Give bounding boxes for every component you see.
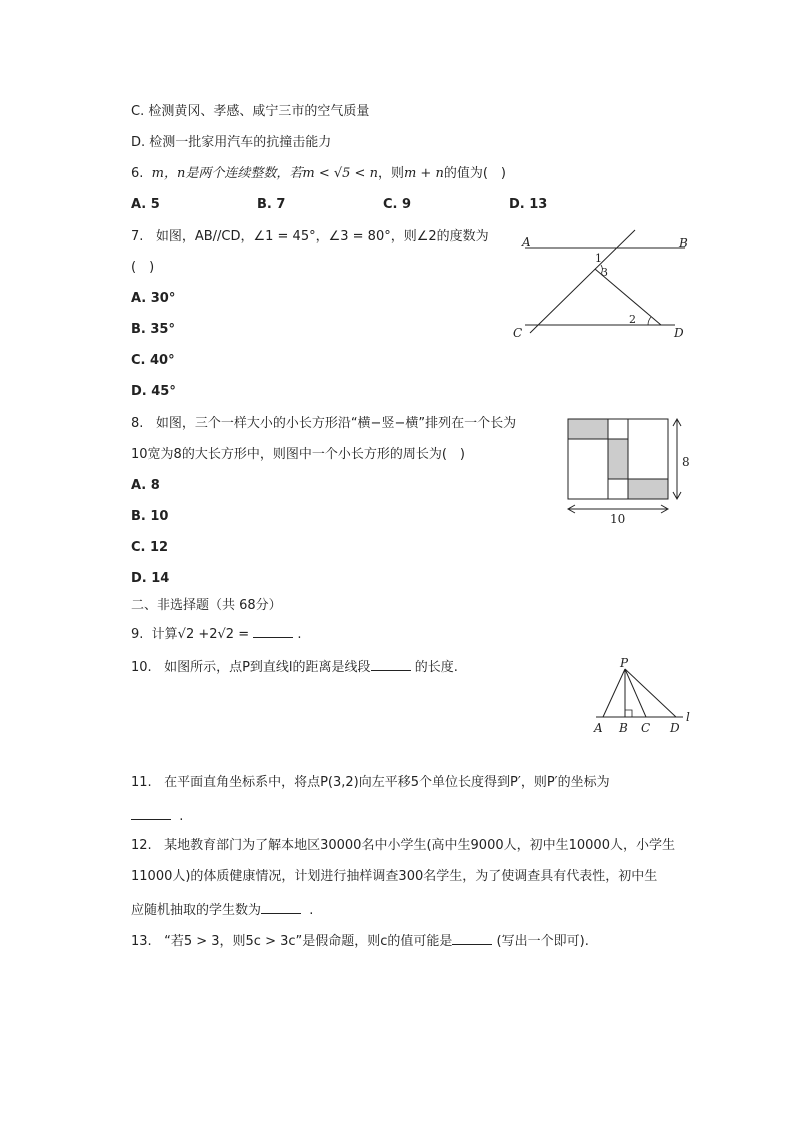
q7-transversal <box>530 230 635 333</box>
q9-stem <box>131 623 302 644</box>
q13-end: (写出一个即可). <box>496 934 589 949</box>
q10-end: 的长度. <box>414 660 458 675</box>
q6-text-b: ，则 <box>377 166 404 181</box>
q7-label-c: C <box>513 326 523 340</box>
q10-segment-pd <box>625 669 676 717</box>
q7-label-b: B <box>679 236 688 250</box>
q13-number: 13. <box>131 934 152 949</box>
q7-text: 如图，AB//CD，∠1 = 45°，∠3 = 80°，则∠2的度数为 <box>155 229 489 244</box>
q9-answer-blank[interactable] <box>253 623 293 638</box>
q12-line1: 某地教育部门为了解本地区30000名中小学生(高中生9000人，初中生10000人，小学生 <box>164 838 675 853</box>
q6-option-c: C. 9 <box>383 197 412 212</box>
q6-stem <box>131 165 506 183</box>
q8-text-line2: 10宽为8的大长方形中，则图中一个小长方形的周长为( ) <box>131 447 465 462</box>
q10-right-angle-mark <box>625 710 632 717</box>
q7-option-a: A. 30° <box>131 291 176 306</box>
q7-stem <box>131 228 489 246</box>
q8-width-label: 10 <box>610 512 626 526</box>
q12-answer-blank[interactable] <box>261 899 301 914</box>
q11-stem <box>131 774 610 792</box>
q9-end: . <box>297 627 302 642</box>
q6-expr: m < √5 < n <box>302 166 378 181</box>
q11-answer-line <box>131 805 183 826</box>
q12-line3: 应随机抽取的学生数为 <box>131 903 262 918</box>
q11-end: . <box>179 809 184 824</box>
q10-figure <box>588 655 698 740</box>
q10-text: 如图所示，点P到直线l的距离是线段 <box>164 660 371 675</box>
q6-number: 6. <box>131 166 144 181</box>
q10-segment-pa <box>603 669 625 717</box>
q8-text-line1: 如图，三个一样大小的小长方形沿“横−竖−横”排列在一个长为 <box>155 416 517 431</box>
q9-number: 9. <box>131 627 144 642</box>
q5-option-d: D. 检测一批家用汽车的抗撞击能力 <box>131 135 332 150</box>
q8-figure <box>563 414 698 529</box>
q6-text-c: 的值为( ) <box>443 166 506 181</box>
q7-angle2-arc <box>648 317 651 325</box>
q10-stem <box>131 656 458 677</box>
q11-number: 11. <box>131 775 152 790</box>
q7-label-d: D <box>674 326 684 340</box>
q12-line2: 11000人)的体质健康情况，计划进行抽样调查300名学生，为了使调查具有代表性，初中生 <box>131 869 658 884</box>
q6-option-b: B. 7 <box>257 197 286 212</box>
q6-option-a: A. 5 <box>131 197 160 212</box>
q7-option-d: D. 45° <box>131 384 176 399</box>
q10-answer-blank[interactable] <box>371 656 411 671</box>
q10-label-d: D <box>670 721 680 735</box>
q7-paren: ( ) <box>131 260 155 275</box>
q13-text: “若5 > 3，则5c > 3c”是假命题，则c的值可能是 <box>164 934 453 949</box>
q6-text-a: m，n是两个连续整数，若 <box>151 166 303 181</box>
section2-title: 二、非选择题（共 68分） <box>131 598 282 613</box>
q11-text: 在平面直角坐标系中，将点P(3,2)向左平移5个单位长度得到P′，则P′的坐标为 <box>164 775 610 790</box>
q12-stem-line1 <box>131 837 675 855</box>
q10-label-l: l <box>686 710 690 724</box>
q8-option-b: B. 10 <box>131 509 169 524</box>
q7-option-c: C. 40° <box>131 353 175 368</box>
q13-answer-blank[interactable] <box>452 930 492 945</box>
q8-option-a: A. 8 <box>131 478 160 493</box>
q6-expr2: m + n <box>403 166 444 181</box>
q8-option-d: D. 14 <box>131 571 170 586</box>
q12-end: . <box>309 903 314 918</box>
q10-number: 10. <box>131 660 152 675</box>
q12-line3-wrap <box>131 899 313 920</box>
q7-label-angle2: 2 <box>629 313 636 326</box>
q10-label-c: C <box>641 721 651 735</box>
q7-label-a: A <box>522 235 531 249</box>
q9-text: 计算√2 +2√2 = <box>151 627 250 642</box>
q7-option-b: B. 35° <box>131 322 175 337</box>
q8-number: 8. <box>131 416 144 431</box>
q8-option-c: C. 12 <box>131 540 169 555</box>
q8-stem-line1 <box>131 415 516 433</box>
q10-label-a: A <box>594 721 603 735</box>
q5-option-c: C. 检测黄冈、孝感、咸宁三市的空气质量 <box>131 104 370 119</box>
q7-label-angle1: 1 <box>595 252 602 265</box>
q13-stem <box>131 930 589 951</box>
q10-label-p: P <box>620 656 629 670</box>
q8-height-label: 8 <box>682 455 690 469</box>
q6-option-d: D. 13 <box>509 197 548 212</box>
q8-small-rect-2 <box>608 439 628 479</box>
q12-number: 12. <box>131 838 152 853</box>
q11-answer-blank[interactable] <box>131 805 171 820</box>
q8-small-rect-1 <box>568 419 608 439</box>
q7-figure <box>505 225 700 345</box>
q10-label-b: B <box>619 721 628 735</box>
q7-number: 7. <box>131 229 144 244</box>
q8-small-rect-3 <box>628 479 668 499</box>
q7-label-angle3: 3 <box>601 266 608 279</box>
